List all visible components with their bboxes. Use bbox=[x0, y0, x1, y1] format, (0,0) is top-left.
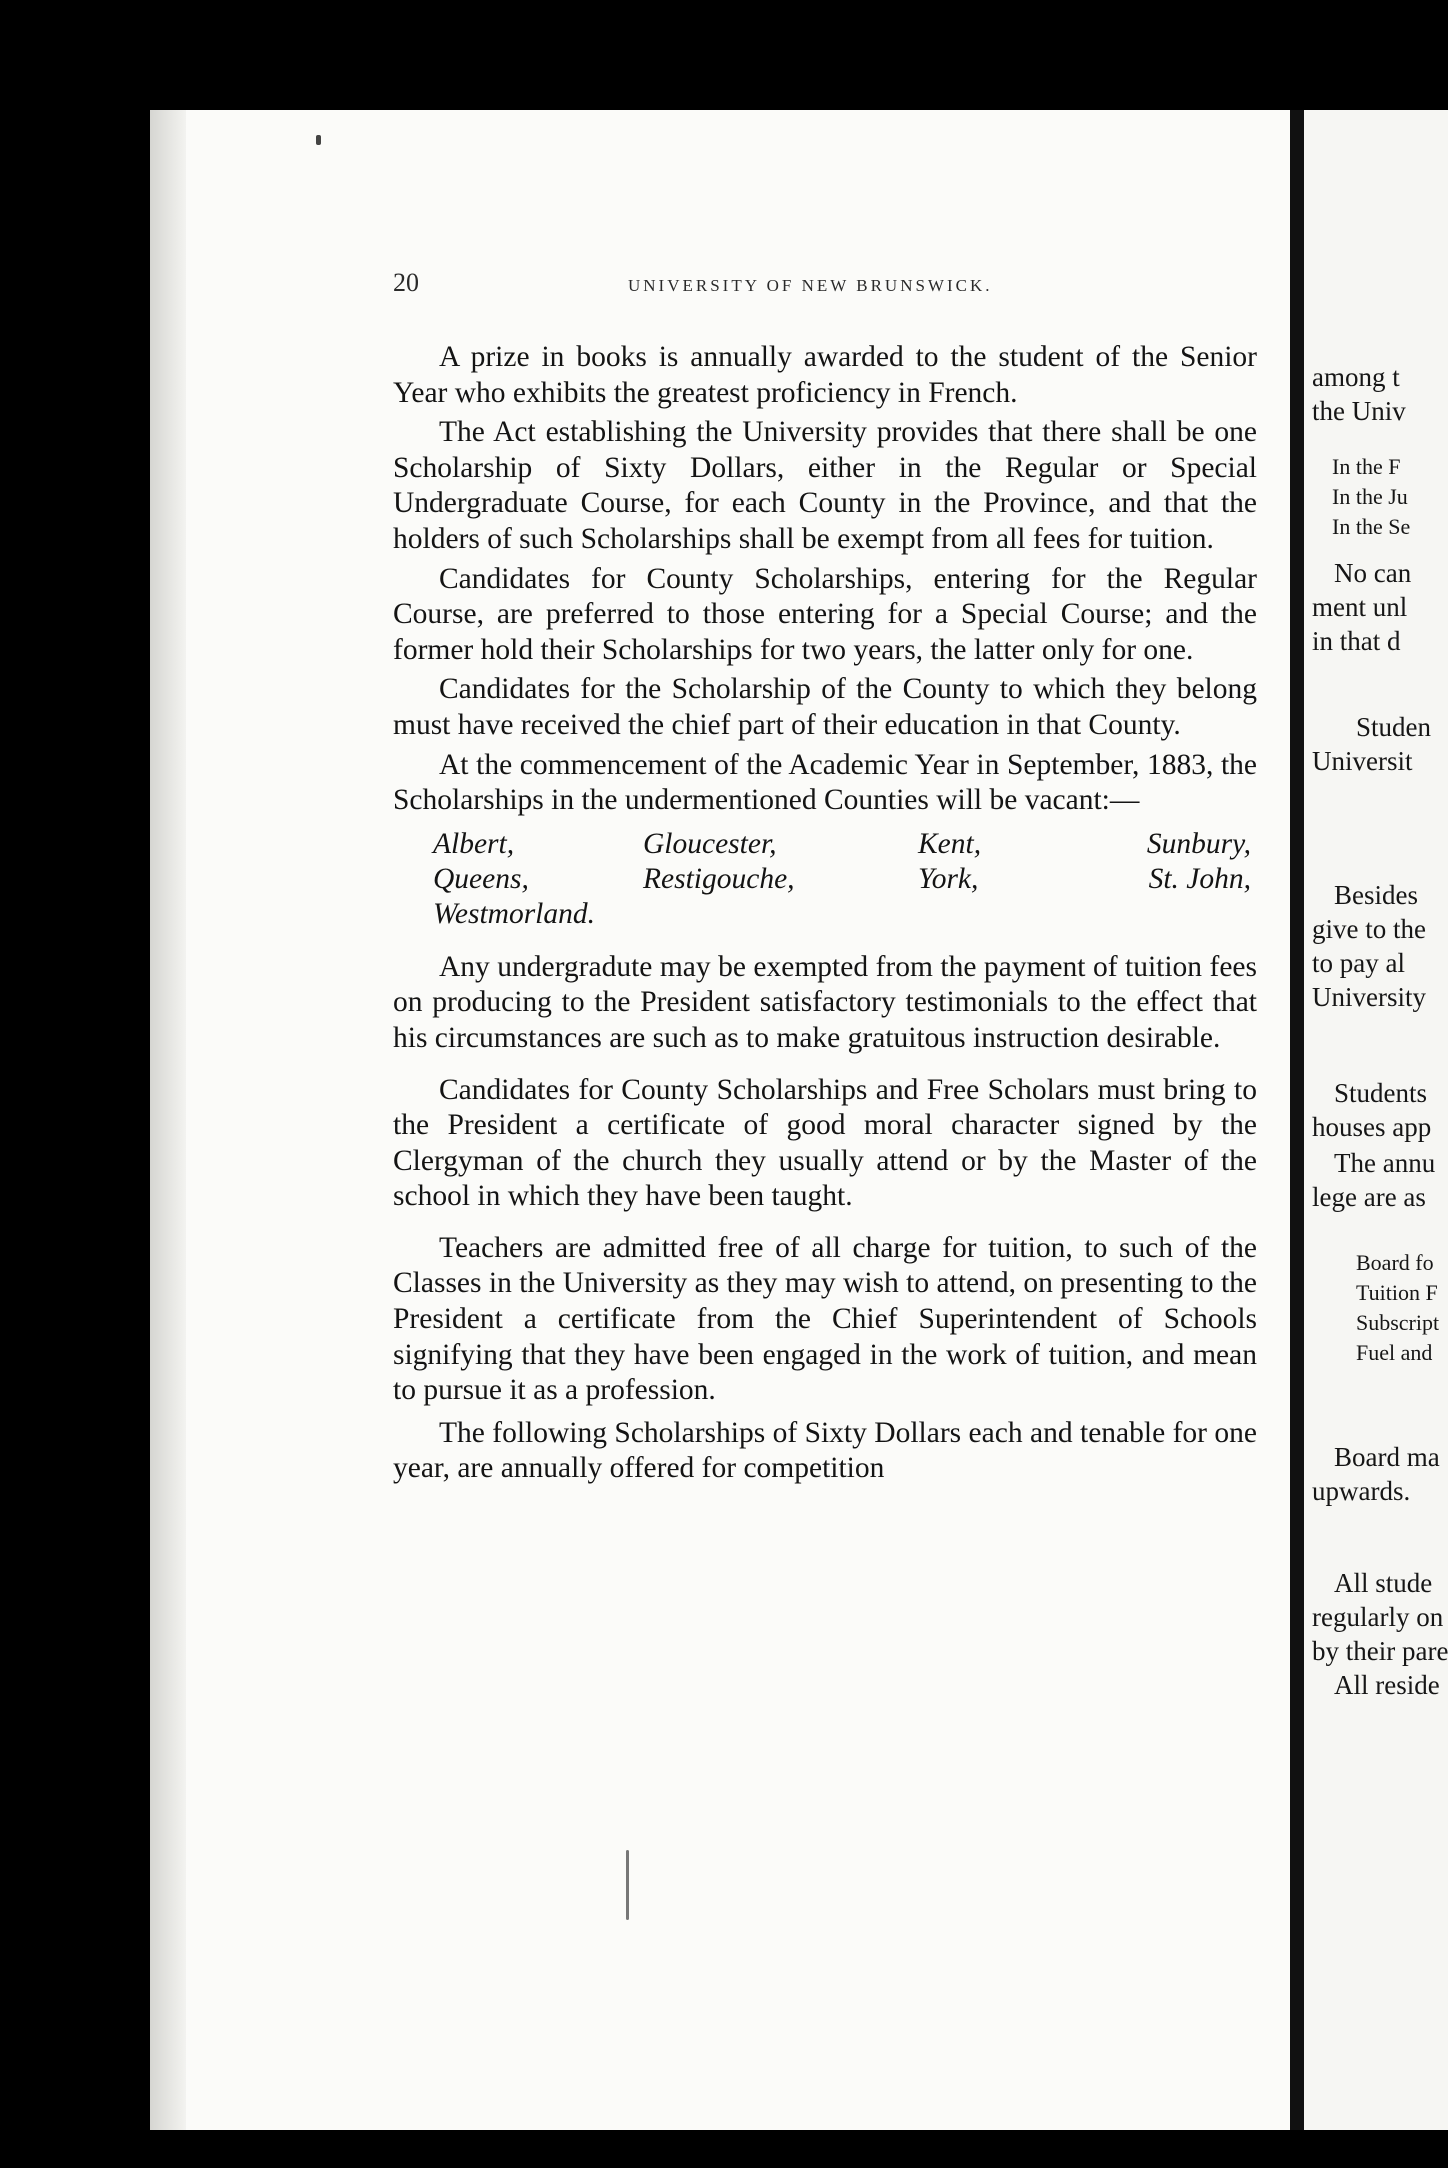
right-page-line: the Univ bbox=[1312, 396, 1406, 426]
county-name: Kent, bbox=[918, 827, 982, 860]
county-name: Albert, bbox=[433, 827, 515, 860]
ink-speck bbox=[316, 135, 321, 145]
county-name: Sunbury, bbox=[1146, 827, 1251, 860]
right-page-line: regularly on bbox=[1312, 1602, 1444, 1632]
vacant-counties-list bbox=[393, 827, 1257, 932]
county-row bbox=[393, 897, 1257, 932]
paragraph-vacant: At the commencement of the Academic Year in September, 1883, the Scholarships in the undermentioned Counties will be vacant:— bbox=[393, 748, 1257, 817]
paragraph-scholarships: The following Scholarships of Sixty Dollars each and tenable for one year, are annually offered for competition bbox=[393, 1416, 1257, 1485]
right-page-line: upwards. bbox=[1312, 1476, 1411, 1506]
pencil-mark bbox=[626, 1850, 629, 1920]
right-page-line: ment unl bbox=[1312, 592, 1408, 622]
right-page-line: Universit bbox=[1312, 746, 1413, 776]
right-page-line: among t bbox=[1312, 362, 1400, 392]
county-name: York, bbox=[918, 862, 979, 895]
paragraph-county-education: Candidates for the Scholarship of the County to which they belong must have received the chief part of their education in that County. bbox=[393, 673, 1257, 741]
right-page-line: give to the bbox=[1312, 914, 1426, 944]
page-edge-shadow bbox=[150, 110, 186, 2130]
right-page-line: All stude bbox=[1334, 1568, 1433, 1598]
right-page-line: lege are as bbox=[1312, 1182, 1426, 1212]
paragraph-act: The Act establishing the University provides that there shall be one Scholarship of Sixty Dollars, either in the Regular or Special Undergraduate Course, for each County in the Province, and that the holders of such Scholarships shall be exempt from all fees for tuition. bbox=[393, 416, 1257, 555]
running-title: UNIVERSITY OF NEW BRUNSWICK. bbox=[628, 276, 993, 295]
county-row bbox=[393, 827, 1257, 862]
page-header bbox=[393, 268, 1263, 308]
county-name: Restigouche, bbox=[643, 862, 795, 895]
right-page-line: No can bbox=[1334, 558, 1412, 588]
right-page-line: Subscript bbox=[1356, 1310, 1440, 1335]
county-name: Westmorland. bbox=[433, 897, 595, 930]
paragraph-french-prize: A prize in books is annually awarded to the student of the Senior Year who exhibits the greatest proficiency in French. bbox=[393, 341, 1257, 409]
right-page-line: Tuition F bbox=[1356, 1280, 1438, 1305]
right-page-line: Fuel and bbox=[1356, 1340, 1433, 1365]
right-page-line: Studen bbox=[1356, 712, 1432, 742]
right-page-line: All reside bbox=[1334, 1670, 1440, 1700]
right-page-line: The annu bbox=[1334, 1148, 1436, 1178]
right-page-line: by their pare bbox=[1312, 1636, 1448, 1666]
right-page-line: to pay al bbox=[1312, 948, 1405, 978]
page-number: 20 bbox=[393, 268, 419, 297]
county-name: Queens, bbox=[433, 862, 529, 895]
county-name: St. John, bbox=[1148, 862, 1251, 895]
page-right bbox=[1304, 110, 1448, 2130]
paragraph-teachers: Teachers are admitted free of all charge for tuition, to such of the Classes in the University as they may wish to attend, on presenting to the President a certificate from the Chief Superintendent of Schools signifying that they have been engaged in the work of tuition, and mean to pursue it as a profession. bbox=[393, 1231, 1257, 1407]
right-page-line: University bbox=[1312, 982, 1426, 1012]
right-page-line: houses app bbox=[1312, 1112, 1432, 1142]
right-page-line: Besides bbox=[1334, 880, 1418, 910]
right-page-line: Students bbox=[1334, 1078, 1428, 1108]
book-gutter bbox=[1290, 110, 1304, 2130]
paragraph-certificate: Candidates for County Scholarships and Free Scholars must bring to the President a certificate of good moral character signed by the Clergyman of the church they usually attend or by the Master of the school in which they have been taught. bbox=[393, 1073, 1257, 1213]
county-name: Gloucester, bbox=[643, 827, 777, 860]
right-page-line: In the F bbox=[1332, 454, 1401, 479]
right-page-line: In the Se bbox=[1332, 514, 1411, 539]
paragraph-county-candidates: Candidates for County Scholarships, entering for the Regular Course, are preferred to those entering for a Special Course; and the former hold their Scholarships for two years, the latter only for one. bbox=[393, 562, 1257, 666]
county-row bbox=[393, 862, 1257, 897]
paragraph-exemption: Any undergradute may be exempted from the payment of tuition fees on producing to the President satisfactory testimonials to the effect that his circumstances are such as to make gratuitous instruction desirable. bbox=[393, 950, 1257, 1054]
right-page-line: Board ma bbox=[1334, 1442, 1440, 1472]
right-page-line: in that d bbox=[1312, 626, 1401, 656]
right-page-line: In the Ju bbox=[1332, 484, 1408, 509]
right-page-line: Board fo bbox=[1356, 1250, 1434, 1275]
main-text bbox=[393, 340, 1257, 1494]
